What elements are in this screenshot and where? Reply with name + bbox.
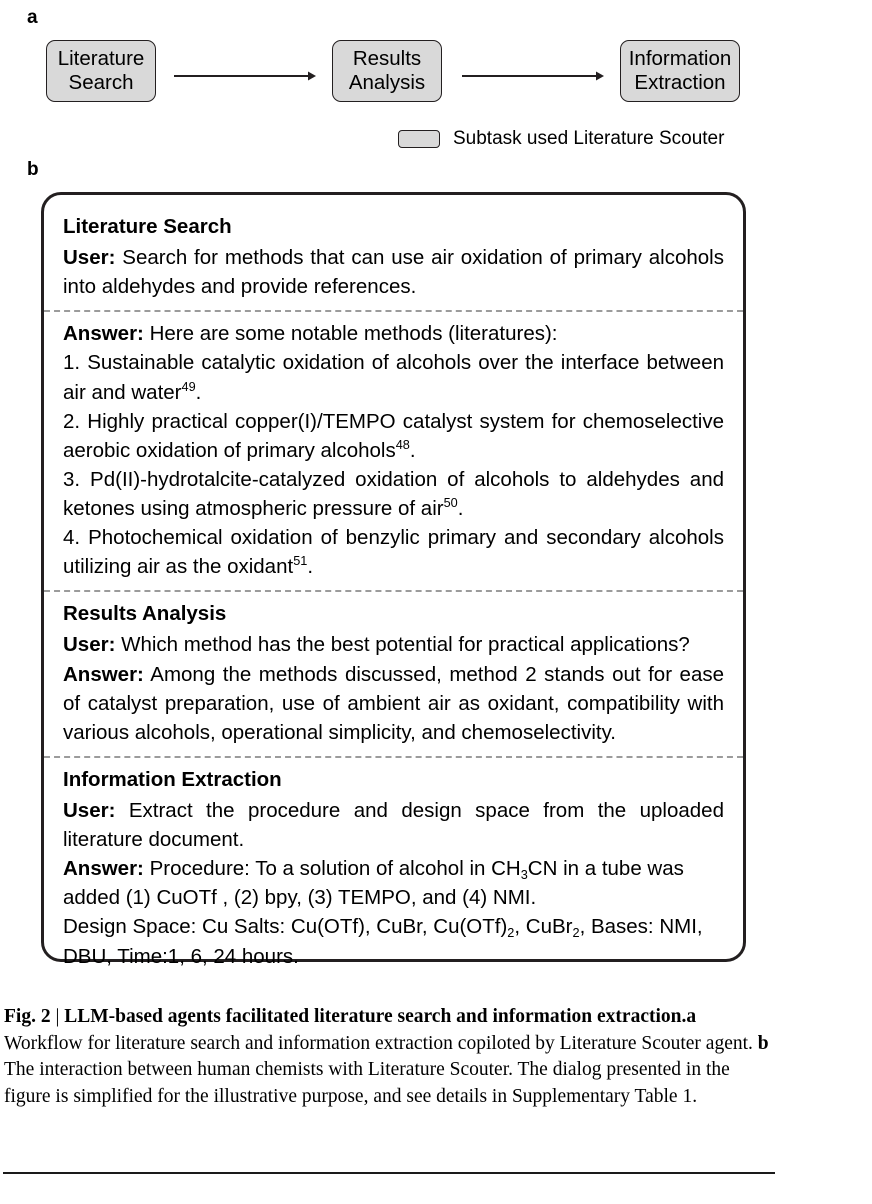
list-item-text: Photochemical oxidation of benzylic primary and secondary alcohols utilizing air as the oxidant <box>63 526 724 579</box>
speaker-label: User: <box>63 246 116 270</box>
design-space-part1: Design Space: Cu Salts: Cu(OTf), CuBr, Cu(OTf) <box>63 915 508 939</box>
speaker-label: Answer: <box>63 662 144 686</box>
legend <box>398 129 724 148</box>
panel-letter-b: b <box>27 159 39 180</box>
turn-text: Which method has the best potential for practical applications? <box>115 633 690 657</box>
section-divider <box>44 590 743 592</box>
caption-separator: | <box>50 1006 65 1027</box>
panel-letter-a: a <box>27 7 38 28</box>
flow-box-information-extraction[interactable] <box>620 40 740 102</box>
list-item-tail: . <box>409 438 416 462</box>
list-item-tail: . <box>307 555 314 579</box>
list-item-text: Highly practical copper(I)/TEMPO catalyst system for chemoselective aerobic oxidation of primary alcohols <box>63 409 724 462</box>
list-item-text: Pd(II)-hydrotalcite-catalyzed oxidation of alcohols to aldehydes and ketones using atmospheric pressure of air <box>63 467 724 520</box>
section-title: Literature Search <box>63 215 232 238</box>
section-divider <box>44 756 743 758</box>
design-space-part2: , CuBr <box>514 915 573 939</box>
reference-superscript: 50 <box>443 495 458 511</box>
answer-list-item <box>63 348 724 406</box>
section-divider <box>44 310 743 312</box>
dialog-section-results-analysis <box>63 599 724 747</box>
caption-bold-lead: LLM-based agents facilitated literature search and information extraction. <box>64 1006 687 1027</box>
dialog-card <box>41 192 746 968</box>
dialog-turn-user <box>63 243 724 301</box>
dialog-design-space <box>63 912 724 970</box>
list-item-text: Sustainable catalytic oxidation of alcohols over the interface between air and water <box>63 351 724 404</box>
reference-superscript: 48 <box>395 436 410 452</box>
dialog-section-answer-list <box>63 319 724 581</box>
answer-list-item <box>63 465 724 523</box>
design-space-part3: , Bases: NMI, DBU, Time:1, 6, 24 hours. <box>63 915 703 968</box>
chemical-subscript: 2 <box>572 925 580 941</box>
caption-text-b: The interaction between human chemists with Literature Scouter. The dialog presented in the figure is simplified for the illustrative purpose, and see details in Supplementary Table 1. <box>4 1059 730 1108</box>
speaker-label: Answer: <box>63 322 144 346</box>
workflow-diagram <box>0 40 872 110</box>
legend-swatch-icon <box>398 130 440 148</box>
list-item-number: 2. <box>63 409 81 433</box>
figure-number: Fig. 2 <box>4 1006 51 1027</box>
flow-box-line2: Search <box>68 71 134 94</box>
caption-marker-b: b <box>757 1032 769 1054</box>
reference-superscript: 51 <box>293 553 308 569</box>
list-item-tail: . <box>457 496 464 520</box>
dialog-turn-procedure <box>63 854 724 912</box>
dialog-section-information-extraction <box>63 765 724 971</box>
list-item-number: 3. <box>63 467 81 491</box>
dialog-section-literature-search <box>63 212 724 301</box>
reference-superscript: 49 <box>181 378 196 394</box>
turn-text: Search for methods that can use air oxidation of primary alcohols into aldehydes and provide references. <box>63 246 724 299</box>
procedure-text-part2: CN in a tube was added (1) CuOTf , (2) bpy, (3) TEMPO, and (4) NMI. <box>63 857 684 910</box>
turn-text: Extract the procedure and design space from the uploaded literature document. <box>63 798 724 852</box>
list-item-tail: . <box>195 380 202 404</box>
answer-list-item <box>63 407 724 465</box>
flow-box-line1: Results <box>352 46 422 70</box>
flow-box-results-analysis[interactable] <box>332 40 442 102</box>
turn-text: Among the methods discussed, method 2 stands out for ease of catalyst preparation, use of ambient air as oxidant, compatibility with various alcohols, operational simplicity, and chemoselectivity. <box>63 662 724 744</box>
chemical-subscript: 3 <box>520 867 528 883</box>
section-title: Information Extraction <box>63 767 282 791</box>
procedure-text-part1: Procedure: To a solution of alcohol in CH <box>143 857 521 881</box>
bottom-divider <box>3 1172 775 1174</box>
flow-box-line1: Information <box>628 46 732 70</box>
flow-box-literature-search[interactable] <box>46 40 156 102</box>
speaker-label: Answer: <box>63 857 144 881</box>
dialog-turn-user <box>63 796 724 854</box>
figure-caption <box>4 1004 776 1111</box>
flow-box-line2: Extraction <box>634 71 726 94</box>
turn-text: Here are some notable methods (literatures): <box>143 322 558 346</box>
chemical-subscript: 2 <box>507 925 515 941</box>
dialog-turn-user <box>63 630 724 659</box>
flow-box-line2: Analysis <box>348 71 426 94</box>
caption-marker-a: a <box>686 1006 697 1027</box>
arrow-right-icon <box>462 70 604 82</box>
arrow-right-icon <box>174 70 316 82</box>
speaker-label: User: <box>63 798 116 822</box>
list-item-number: 1. <box>63 351 81 375</box>
answer-list-item <box>63 523 724 581</box>
caption-text-a: Workflow for literature search and information extraction copiloted by Literature Scouter agent. <box>4 1032 758 1054</box>
section-title: Results Analysis <box>63 602 227 626</box>
speaker-label: User: <box>63 633 116 657</box>
flow-box-line1: Literature <box>57 46 145 70</box>
list-item-number: 4. <box>63 526 81 550</box>
legend-label: Subtask used Literature Scouter <box>453 128 725 149</box>
dialog-turn-answer <box>63 660 724 747</box>
dialog-turn-answer <box>63 319 724 348</box>
